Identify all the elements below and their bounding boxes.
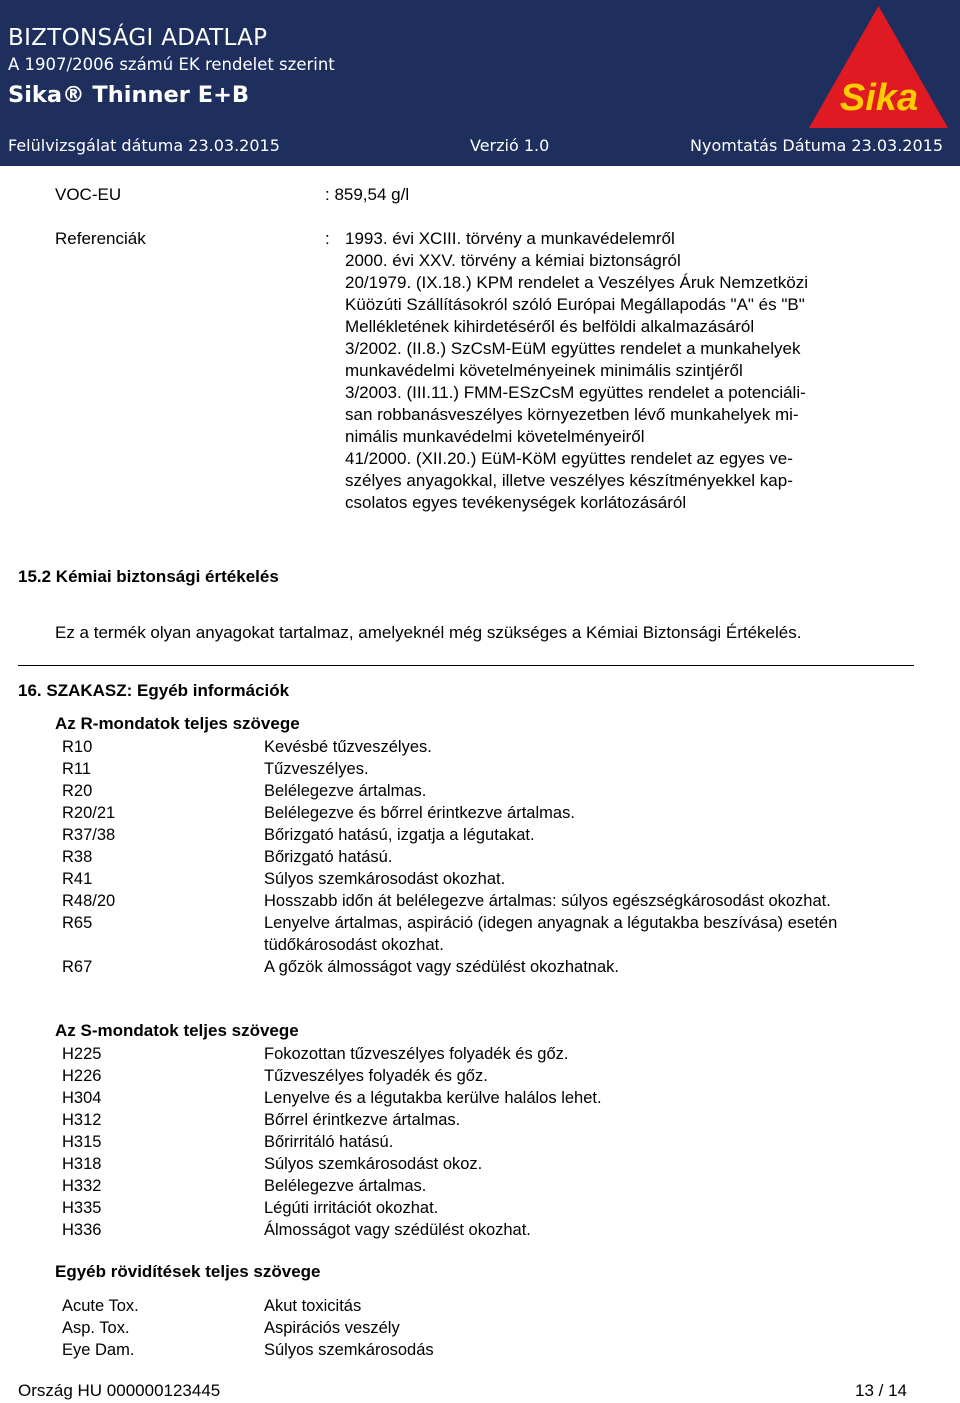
section-16-title: 16. SZAKASZ: Egyéb információk [18,681,290,700]
list-item [62,890,904,912]
r-phrases-list [62,736,904,978]
phrase-code: H225 [62,1045,102,1063]
phrase-text: Bőrrel érintkezve ártalmas. [264,1111,461,1129]
phrase-text: Súlyos szemkárosodást okozhat. [264,870,506,888]
h-phrases-list [62,1043,904,1241]
phrase-text: Bőrizgató hatású. [264,848,393,866]
phrase-code: R20 [62,782,93,800]
page-number: 13 / 14 [855,1381,907,1400]
reference-line: 41/2000. (XII.20.) EüM-KöM együttes rendelet az egyes ve- [345,449,793,468]
reference-line: 2000. évi XXV. törvény a kémiai biztonságról [345,251,681,270]
phrase-text: Fokozottan tűzveszélyes folyadék és gőz. [264,1045,569,1063]
s-phrases-title: Az S-mondatok teljes szövege [55,1021,299,1040]
reference-line: Küözúti Szállításokról szóló Európai Megállapodás "A" és "B" [345,295,805,314]
abbreviation-text: Akut toxicitás [264,1297,362,1315]
phrase-text: Lenyelve és a légutakba kerülve halálos lehet. [264,1089,602,1107]
list-item [62,1087,904,1109]
phrase-code: R65 [62,914,93,932]
abbreviation-text: Súlyos szemkárosodás [264,1341,434,1359]
section-15-2-text: Ez a termék olyan anyagokat tartalmaz, amelyeknél még szükséges a Kémiai Biztonsági Értékelés. [55,623,802,642]
phrase-text: Lenyelve ártalmas, aspiráció (idegen anyagnak a légutakba beszívása) esetén tüdőkárosodást okozhat. [264,914,838,954]
abbreviation-code: Asp. Tox. [62,1319,130,1337]
r-phrases-title: Az R-mondatok teljes szövege [55,714,300,733]
reference-line: Mellékletének kihirdetéséről és belföldi alkalmazásáról [345,317,755,336]
phrase-text: Álmosságot vagy szédülést okozhat. [264,1221,531,1239]
list-item [62,846,904,868]
phrase-code: R10 [62,738,93,756]
section-divider [18,665,914,666]
list-item [62,758,904,780]
sika-logo [807,4,950,130]
phrase-text: Belélegezve ártalmas. [264,782,427,800]
phrase-text: Tűzveszélyes folyadék és gőz. [264,1067,488,1085]
reference-line: 1993. évi XCIII. törvény a munkavédelemről [345,229,675,248]
phrase-text: Tűzveszélyes. [264,760,369,778]
phrase-code: H312 [62,1111,102,1129]
phrase-code: H304 [62,1089,102,1107]
voc-label: VOC-EU [55,185,122,204]
reference-line: 3/2002. (II.8.) SzCsM-EüM együttes rendelet a munkahelyek [345,339,801,358]
phrase-code: R38 [62,848,93,866]
regulation-reference: A 1907/2006 számú EK rendelet szerint [8,55,335,74]
references-colon: : [325,229,330,248]
phrase-text: A gőzök álmosságot vagy szédülést okozhatnak. [264,958,619,976]
abbreviation-code: Eye Dam. [62,1341,135,1359]
phrase-code: R67 [62,958,93,976]
phrase-text: Bőrirritáló hatású. [264,1133,394,1151]
phrase-code: R20/21 [62,804,116,822]
phrase-code: H315 [62,1133,102,1151]
list-item [62,802,904,824]
footer-country-code: Ország HU 000000123445 [18,1381,221,1400]
reference-line: nimális munkavédelmi követelményeiről [345,427,645,446]
phrase-text: Súlyos szemkárosodást okoz. [264,1155,483,1173]
revision-date: Felülvizsgálat dátuma 23.03.2015 [8,136,280,155]
svg-text:Sika: Sika [839,77,919,119]
phrase-code: R48/20 [62,892,116,910]
list-item [62,1175,904,1197]
list-item [62,1043,904,1065]
reference-line: munkavédelmi követelményeinek minimális szintjéről [345,361,743,380]
phrase-code: R37/38 [62,826,116,844]
list-item [62,1219,904,1241]
list-item [62,1109,904,1131]
document-title: BIZTONSÁGI ADATLAP [8,25,268,51]
list-item [62,912,904,956]
phrase-code: H318 [62,1155,102,1173]
references-list [345,228,808,514]
list-item [62,780,904,802]
references-label: Referenciák [55,229,146,248]
phrase-code: H335 [62,1199,102,1217]
list-item [62,1197,904,1219]
abbreviation-code: Acute Tox. [62,1297,139,1315]
list-item [62,736,904,758]
phrase-code: H226 [62,1067,102,1085]
list-item [62,1131,904,1153]
phrase-code: R41 [62,870,93,888]
phrase-code: H332 [62,1177,102,1195]
list-item [62,1153,904,1175]
phrase-text: Bőrizgató hatású, izgatja a légutakat. [264,826,535,844]
phrase-code: R11 [62,760,92,778]
phrase-text: Belélegezve és bőrrel érintkezve ártalmas. [264,804,575,822]
list-item [62,1317,904,1339]
list-item [62,868,904,890]
list-item [62,1295,904,1317]
list-item [62,956,904,978]
reference-line: csolatos egyes tevékenységek korlátozásáról [345,493,687,512]
phrase-text: Légúti irritációt okozhat. [264,1199,439,1217]
reference-line: szélyes anyagokkal, illetve veszélyes készítményekkel kap- [345,471,793,490]
product-name: Sika® Thinner E+B [8,82,250,108]
section-15-2-title: 15.2 Kémiai biztonsági értékelés [18,567,279,586]
phrase-text: Hosszabb időn át belélegezve ártalmas: súlyos egészségkárosodást okozhat. [264,892,831,910]
reference-line: 3/2003. (III.11.) FMM-ESzCsM együttes rendelet a potenciáli- [345,383,806,402]
abbreviation-text: Aspirációs veszély [264,1319,400,1337]
list-item [62,824,904,846]
phrase-code: H336 [62,1221,102,1239]
phrase-text: Belélegezve ártalmas. [264,1177,427,1195]
list-item [62,1339,904,1361]
list-item [62,1065,904,1087]
version: Verzió 1.0 [470,136,550,155]
document-header [0,0,960,166]
phrase-text: Kevésbé tűzveszélyes. [264,738,432,756]
voc-value: : 859,54 g/l [325,185,410,204]
print-date: Nyomtatás Dátuma 23.03.2015 [690,136,944,155]
reference-line: san robbanásveszélyes környezetben lévő munkahelyek mi- [345,405,799,424]
abbreviations-title: Egyéb rövidítések teljes szövege [55,1262,321,1281]
abbreviations-list [62,1295,904,1361]
reference-line: 20/1979. (IX.18.) KPM rendelet a Veszélyes Áruk Nemzetközi [345,273,809,292]
